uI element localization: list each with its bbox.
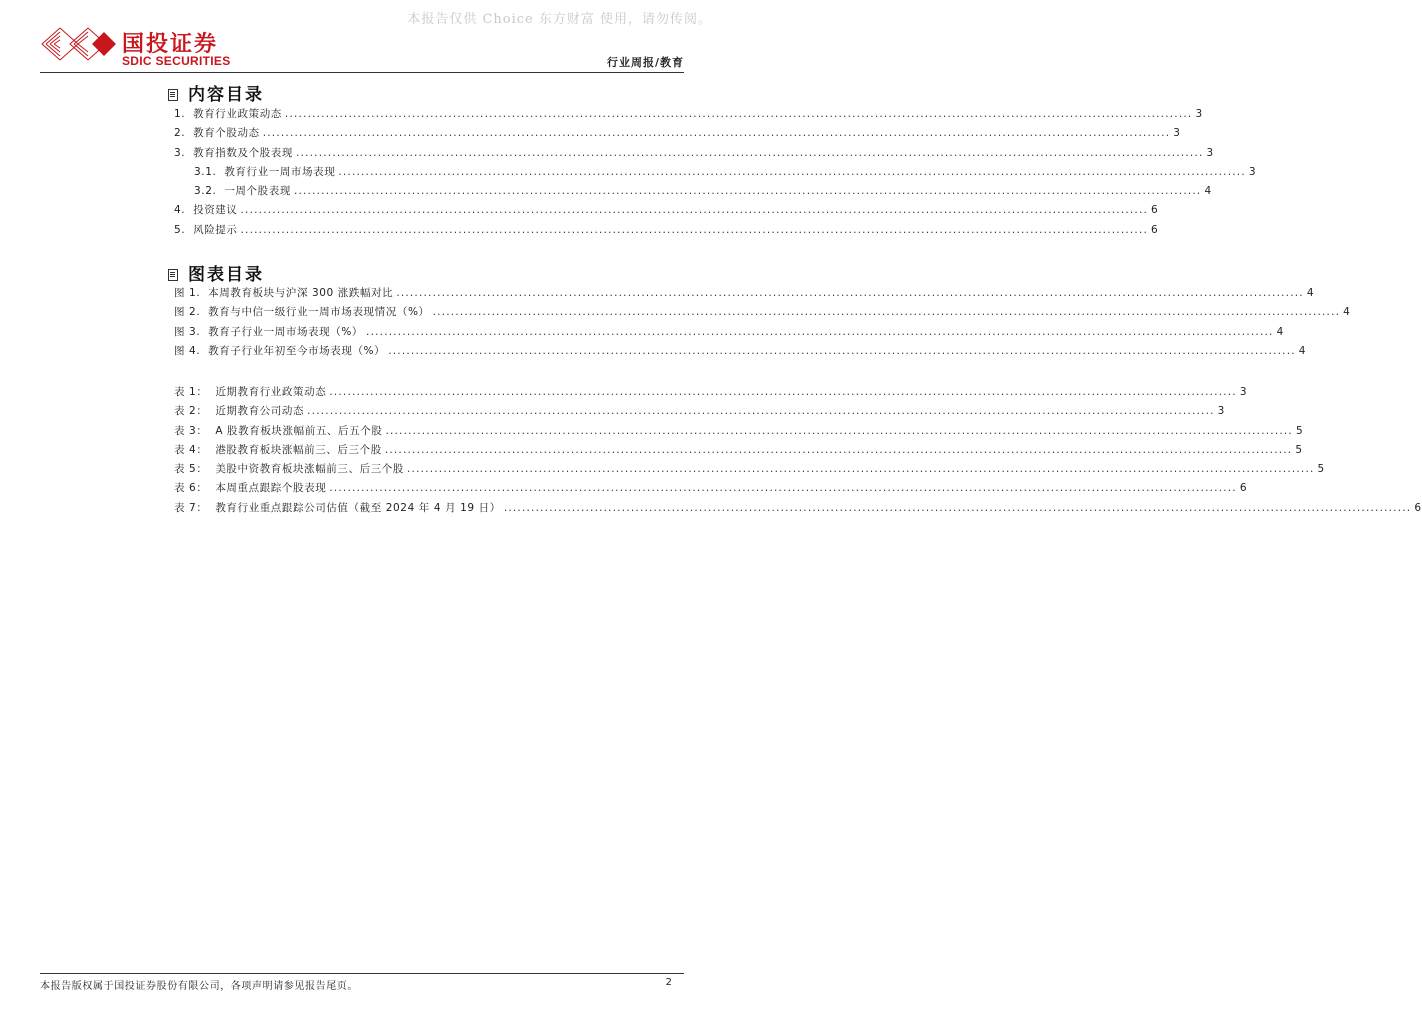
toc-entry-number: 表 6： — [174, 482, 208, 495]
toc-entry[interactable] — [174, 500, 1422, 519]
toc-entry-label: 风险提示 — [193, 223, 238, 236]
dot-leader: ........................................................................................................................................................................................................ — [407, 463, 1315, 476]
toc-entry-number: 图 2. — [174, 306, 201, 319]
dot-leader: ........................................................................................................................................................................................................ — [503, 501, 1412, 514]
toc-entry-page: 5 — [1295, 443, 1303, 456]
toc-entry[interactable] — [174, 222, 1159, 241]
document-icon — [168, 89, 178, 101]
toc-entry-page: 4 — [1204, 185, 1212, 198]
toc-entry-number: 图 3. — [174, 325, 201, 338]
toc-entry-number: 1. — [174, 108, 186, 120]
toc-entry[interactable] — [174, 461, 1325, 480]
toc-entry-number: 图 1. — [174, 287, 201, 299]
toc-entry[interactable] — [174, 164, 1257, 183]
logo-text-cn: 国投证券 — [122, 32, 219, 57]
dot-leader: ........................................................................................................................................................................................................ — [284, 108, 1193, 120]
dot-leader: ........................................................................................................................................................................................................ — [384, 443, 1293, 456]
toc-entry-page: 4 — [1276, 325, 1284, 338]
toc-entry-label: A 股教育板块涨幅前五、后五个股 — [215, 424, 383, 437]
toc-entry[interactable] — [174, 343, 1307, 362]
toc-entry-number: 表 3： — [174, 424, 208, 437]
toc-entry-label: 本周重点跟踪个股表现 — [215, 482, 327, 495]
toc-entry[interactable] — [174, 423, 1304, 442]
toc-entry-page: 3 — [1248, 165, 1257, 178]
header-divider — [40, 72, 684, 73]
contents-title: 内容目录 — [188, 85, 264, 105]
toc-entry-label: 教育子行业一周市场表现（%） — [208, 325, 364, 338]
dot-leader: ........................................................................................................................................................................................................ — [366, 325, 1274, 338]
toc-entry-page: 3 — [1173, 127, 1181, 140]
toc-entry-label: 美股中资教育板块涨幅前三、后三个股 — [215, 463, 405, 476]
toc-entry-number: 2. — [174, 127, 186, 140]
toc-entry[interactable] — [174, 125, 1181, 144]
figures-title: 图表目录 — [188, 265, 264, 285]
toc-entry[interactable] — [174, 403, 1225, 422]
toc-entry-page: 3 — [1217, 405, 1225, 418]
toc-entry-label: 教育行业一周市场表现 — [224, 165, 336, 178]
toc-entry-page: 5 — [1317, 463, 1325, 476]
toc-entry-label: 教育行业重点跟踪公司估值（截至 2024 年 4 月 19 日） — [215, 501, 501, 514]
toc-entry[interactable] — [174, 183, 1212, 202]
toc-entry-page: 3 — [1239, 386, 1248, 398]
dot-leader: ........................................................................................................................................................................................................ — [385, 424, 1293, 437]
dot-leader: ........................................................................................................................................................................................................ — [396, 287, 1304, 299]
toc-entry[interactable] — [174, 202, 1159, 221]
dot-leader: ........................................................................................................................................................................................................ — [262, 127, 1171, 140]
toc-entry[interactable] — [174, 324, 1284, 343]
toc-entry[interactable] — [174, 384, 1248, 403]
toc-entry-page: 3 — [1195, 108, 1203, 120]
dot-leader: ........................................................................................................................................................................................................ — [388, 344, 1296, 357]
toc-entry-page: 6 — [1151, 223, 1159, 236]
toc-entry-label: 教育个股动态 — [193, 127, 260, 140]
toc-entry-label: 港股教育板块涨幅前三、后三个股 — [215, 443, 382, 456]
contents-heading — [168, 80, 264, 105]
toc-entry-page: 6 — [1414, 501, 1422, 514]
toc-entry-label: 教育子行业年初至今市场表现（%） — [208, 344, 386, 357]
toc-entry-number: 3.1. — [194, 165, 217, 178]
toc-entry-label: 教育行业政策动态 — [193, 108, 282, 120]
toc-entry-label: 教育指数及个股表现 — [193, 146, 294, 159]
toc-entry[interactable] — [174, 285, 1315, 304]
toc-entry[interactable] — [174, 442, 1303, 461]
dot-leader: ........................................................................................................................................................................................................ — [240, 223, 1149, 236]
dot-leader: ........................................................................................................................................................................................................ — [432, 306, 1341, 319]
page-number: 2 — [665, 977, 672, 988]
figures-heading — [168, 260, 264, 285]
toc-entry-label: 投资建议 — [193, 204, 238, 217]
toc-entry-page: 4 — [1298, 344, 1307, 357]
contents-list — [174, 106, 1257, 241]
toc-entry-page: 4 — [1343, 306, 1351, 319]
dot-leader: ........................................................................................................................................................................................................ — [329, 482, 1237, 495]
toc-entry-page: 3 — [1206, 146, 1214, 159]
toc-entry[interactable] — [174, 304, 1351, 323]
dot-leader: ........................................................................................................................................................................................................ — [240, 204, 1149, 217]
company-logo — [40, 24, 250, 70]
watermark: 本报告仅供 Choice 东方财富 使用，请勿传阅。 — [407, 12, 712, 27]
toc-entry-number: 图 4. — [174, 344, 201, 357]
dot-leader: ........................................................................................................................................................................................................ — [296, 146, 1204, 159]
toc-entry-label: 本周教育板块与沪深 300 涨跌幅对比 — [208, 287, 394, 299]
toc-entry-page: 6 — [1151, 204, 1159, 217]
report-category: 行业周报/教育 — [606, 56, 684, 69]
toc-entry-label: 近期教育公司动态 — [215, 405, 305, 418]
tables-list — [174, 384, 1422, 519]
toc-entry-number: 5. — [174, 223, 186, 236]
toc-entry-label: 一周个股表现 — [224, 185, 291, 198]
figures-list — [174, 285, 1351, 362]
toc-entry-page: 4 — [1306, 287, 1315, 299]
toc-entry[interactable] — [174, 106, 1203, 125]
footer-disclaimer: 本报告版权属于国投证券股份有限公司，各项声明请参见报告尾页。 — [40, 981, 358, 992]
logo-text-en: SDIC SECURITIES — [122, 54, 231, 68]
toc-entry-number: 3. — [174, 146, 186, 159]
dot-leader: ........................................................................................................................................................................................................ — [338, 165, 1246, 178]
toc-entry-number: 表 1： — [174, 386, 208, 398]
dot-leader: ........................................................................................................................................................................................................ — [329, 386, 1237, 398]
dot-leader: ........................................................................................................................................................................................................ — [293, 185, 1202, 198]
toc-entry[interactable] — [174, 145, 1214, 164]
dot-leader: ........................................................................................................................................................................................................ — [307, 405, 1215, 418]
toc-entry-page: 6 — [1239, 482, 1248, 495]
toc-entry-label: 近期教育行业政策动态 — [215, 386, 327, 398]
toc-entry[interactable] — [174, 480, 1248, 499]
footer-divider — [40, 973, 684, 974]
toc-entry-page: 5 — [1295, 424, 1304, 437]
logo-mark-icon — [40, 24, 120, 70]
toc-entry-label: 教育与中信一级行业一周市场表现情况（%） — [208, 306, 430, 319]
document-icon — [168, 269, 178, 281]
toc-entry-number: 3.2. — [194, 185, 217, 198]
toc-entry-number: 表 5： — [174, 463, 208, 476]
toc-entry-number: 表 7： — [174, 501, 208, 514]
toc-entry-number: 表 4： — [174, 443, 208, 456]
toc-entry-number: 4. — [174, 204, 186, 217]
toc-entry-number: 表 2： — [174, 405, 208, 418]
